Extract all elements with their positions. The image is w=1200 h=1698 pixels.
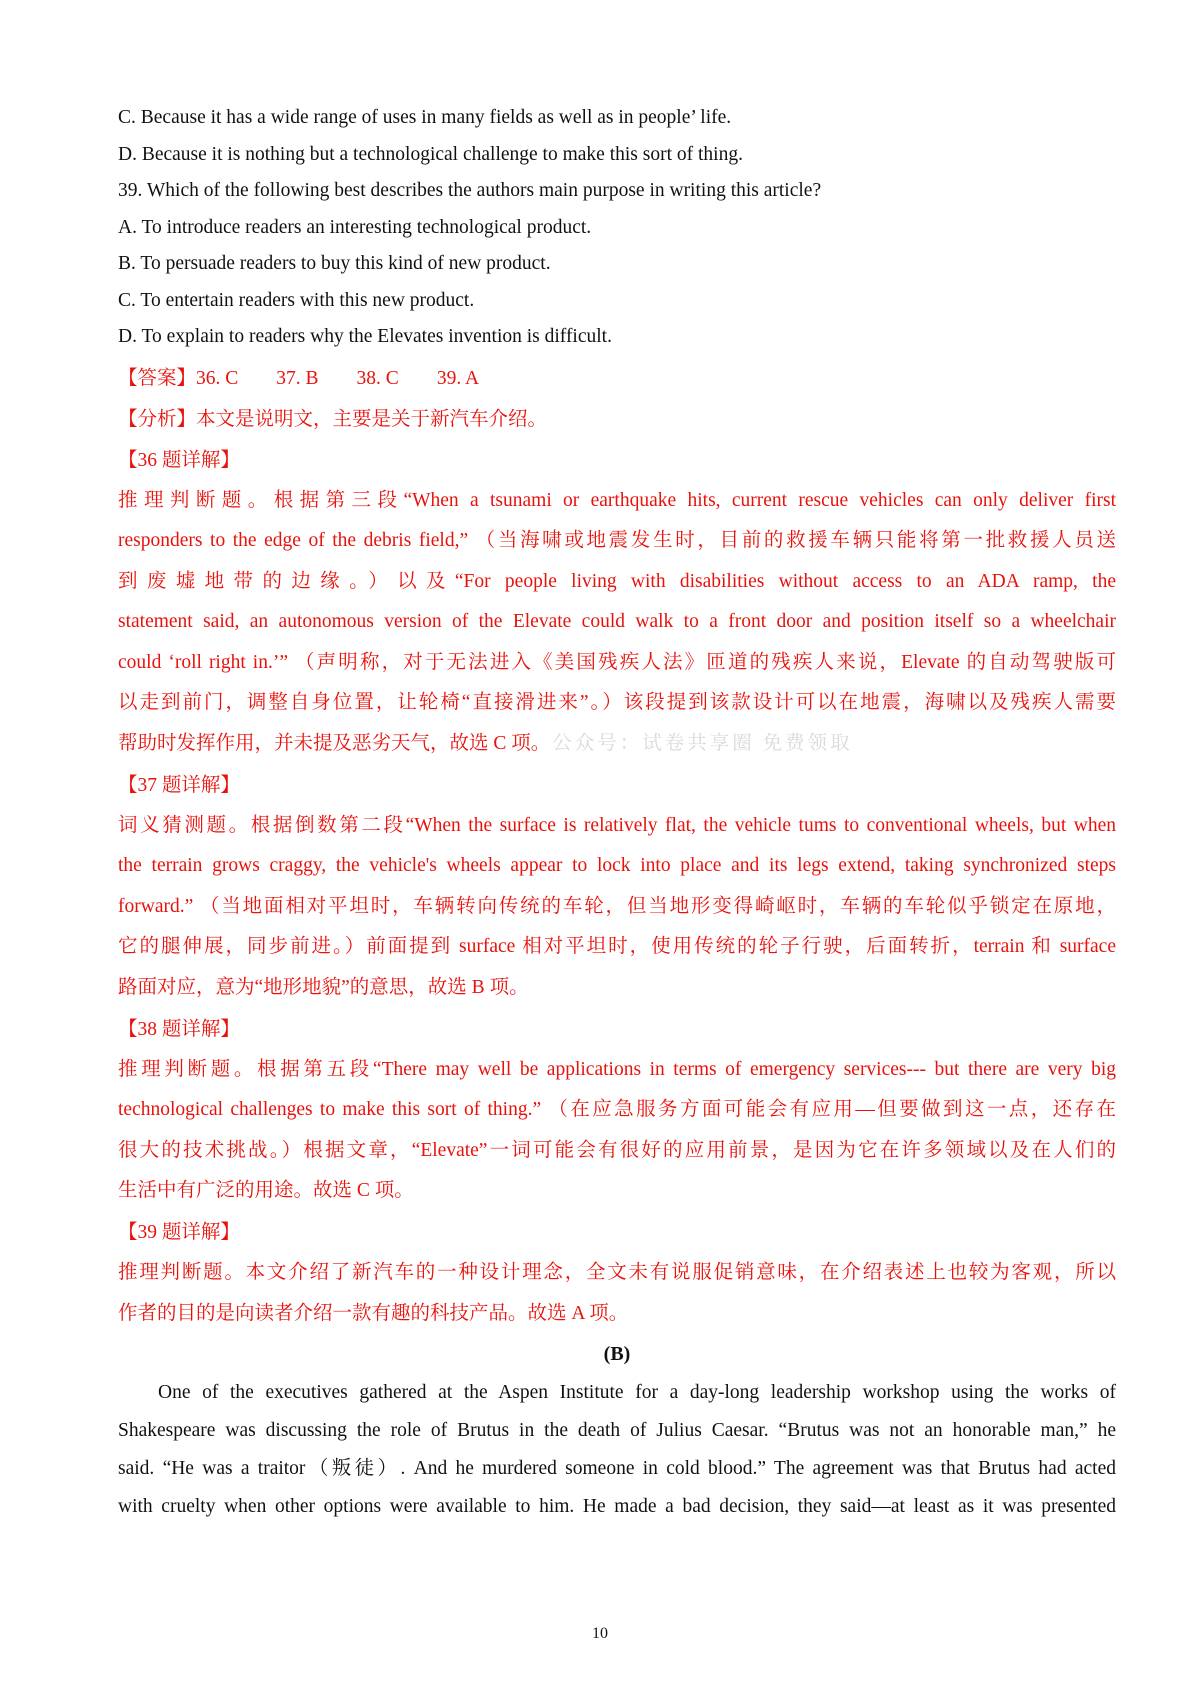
question-39-stem: 39. Which of the following best describes the authors main purpose in writing this article? <box>118 180 822 201</box>
explain-36-last-line <box>118 724 1116 765</box>
explain-37-line: 词义猜测题。根据倒数第二段“When the surface is relatively flat, the vehicle tums to conventional wheels, but when <box>118 814 1116 836</box>
explain-39-line: 推理判断题。本文介绍了新汽车的一种设计理念，全文未有说服促销意味，在介绍表述上也较为客观，所以 <box>118 1262 1116 1283</box>
explain-38-line: 生活中有广泛的用途。故选 C 项。 <box>118 1180 414 1202</box>
section-b-paragraph <box>118 1374 1116 1526</box>
option-38-c: C. Because it has a wide range of uses in many fields as well as in people’ life. <box>118 107 732 128</box>
answer-line <box>118 358 1116 399</box>
explain-37-line: the terrain grows craggy, the vehicle's wheels appear to lock into place and its legs extend, taking synchronized steps <box>118 855 1116 877</box>
explain-38-line: 很大的技术挑战。）根据文章，“Elevate”一词可能会有很好的应用前景，是因为它在许多领域以及在人们的 <box>118 1139 1116 1161</box>
explain-36-label: 【36 题详解】 <box>118 449 240 471</box>
answer-label: 【答案】 <box>118 367 197 389</box>
explain-39-label: 【39 题详解】 <box>118 1222 240 1243</box>
explain-36-line: could ‘roll right in.’” （声明称，对于无法进入《美国残疾人法》匝道的残疾人来说，Elevate 的自动驾驶版可 <box>118 651 1116 673</box>
explain-37-line: forward.” （当地面相对平坦时，车辆转向传统的车轮，但当地形变得崎岖时，车辆的车轮似乎锁定在原地， <box>118 895 1116 917</box>
option-39-b: B. To persuade readers to buy this kind of new product. <box>118 253 551 274</box>
explain-36-line: 以走到前门，调整自身位置，让轮椅“直接滑进来”。）该段提到该款设计可以在地震，海啸以及残疾人需要 <box>118 692 1116 714</box>
explain-36-line: 推理判断题。根据第三段“When a tsunami or earthquake hits, current rescue vehicles can only deliver first <box>118 489 1116 511</box>
answer-item: 37. B <box>276 367 319 389</box>
explain-37-label: 【37 题详解】 <box>118 774 240 796</box>
page-content <box>118 100 1116 1526</box>
answer-item: 36. C <box>196 367 239 389</box>
explain-36-line: statement said, an autonomous version of the Elevate could walk to a front door and position itself so a wheelchair <box>118 611 1116 633</box>
explain-36-line: 帮助时发挥作用，并未提及恶劣天气，故选 C 项。 <box>118 733 551 755</box>
option-39-d: D. To explain to readers why the Elevates invention is difficult. <box>118 326 612 347</box>
explain-39-text <box>118 1253 1116 1334</box>
passage-line: with cruelty when other options were available to him. He made a bad decision, they said—at least as it was presented <box>118 1496 1116 1518</box>
option-39-a: A. To introduce readers an interesting technological product. <box>118 216 592 238</box>
explain-36-line: 到废墟地带的边缘。）以及“For people living with disabilities without access to an ADA ramp, the <box>118 570 1116 592</box>
explain-37-text <box>118 806 1116 1009</box>
explain-39-line: 作者的目的是向读者介绍一款有趣的科技产品。故选 A 项。 <box>118 1302 629 1324</box>
explain-38-line: 推理判断题。根据第五段“There may well be applications in terms of emergency services--- but there are very big <box>118 1058 1116 1080</box>
explain-36-line: responders to the edge of the debris field,” （当海啸或地震发生时，目前的救援车辆只能将第一批救援人员送 <box>118 530 1116 552</box>
answer-item: 39. A <box>436 367 480 389</box>
explain-38-line: technological challenges to make this sort of thing.” （在应急服务方面可能会有应用—但要做到这一点，还存在 <box>118 1099 1116 1121</box>
option-39-c: C. To entertain readers with this new product. <box>118 289 475 311</box>
explain-36-text <box>118 481 1116 765</box>
watermark-text: 公众号：试卷共享圈 免费领取 <box>552 733 853 755</box>
passage-line: Shakespeare was discussing the role of Brutus in the death of Julius Caesar. “Brutus was not an honorable man,” he <box>118 1420 1116 1442</box>
explain-38-label: 【38 题详解】 <box>118 1018 240 1040</box>
page-number: 10 <box>592 1625 608 1642</box>
passage-line: One of the executives gathered at the Aspen Institute for a day-long leadership workshop using the works of <box>158 1382 1116 1404</box>
answer-item: 38. C <box>356 367 399 389</box>
explain-37-line: 它的腿伸展，同步前进。）前面提到 surface 相对平坦时，使用传统的轮子行驶，后面转折，terrain 和 surface <box>118 936 1116 958</box>
option-38-d: D. Because it is nothing but a technological challenge to make this sort of thing. <box>118 143 743 165</box>
section-b-title: (B) <box>603 1343 631 1366</box>
explain-37-line: 路面对应，意为“地形地貌”的意思，故选 B 项。 <box>118 977 529 999</box>
analysis-line: 【分析】本文是说明文，主要是关于新汽车介绍。 <box>118 408 548 430</box>
explain-38-text <box>118 1050 1116 1212</box>
passage-line: said. “He was a traitor（叛徒）. And he murdered someone in cold blood.” The agreement was that Brutus had acted <box>118 1458 1116 1480</box>
